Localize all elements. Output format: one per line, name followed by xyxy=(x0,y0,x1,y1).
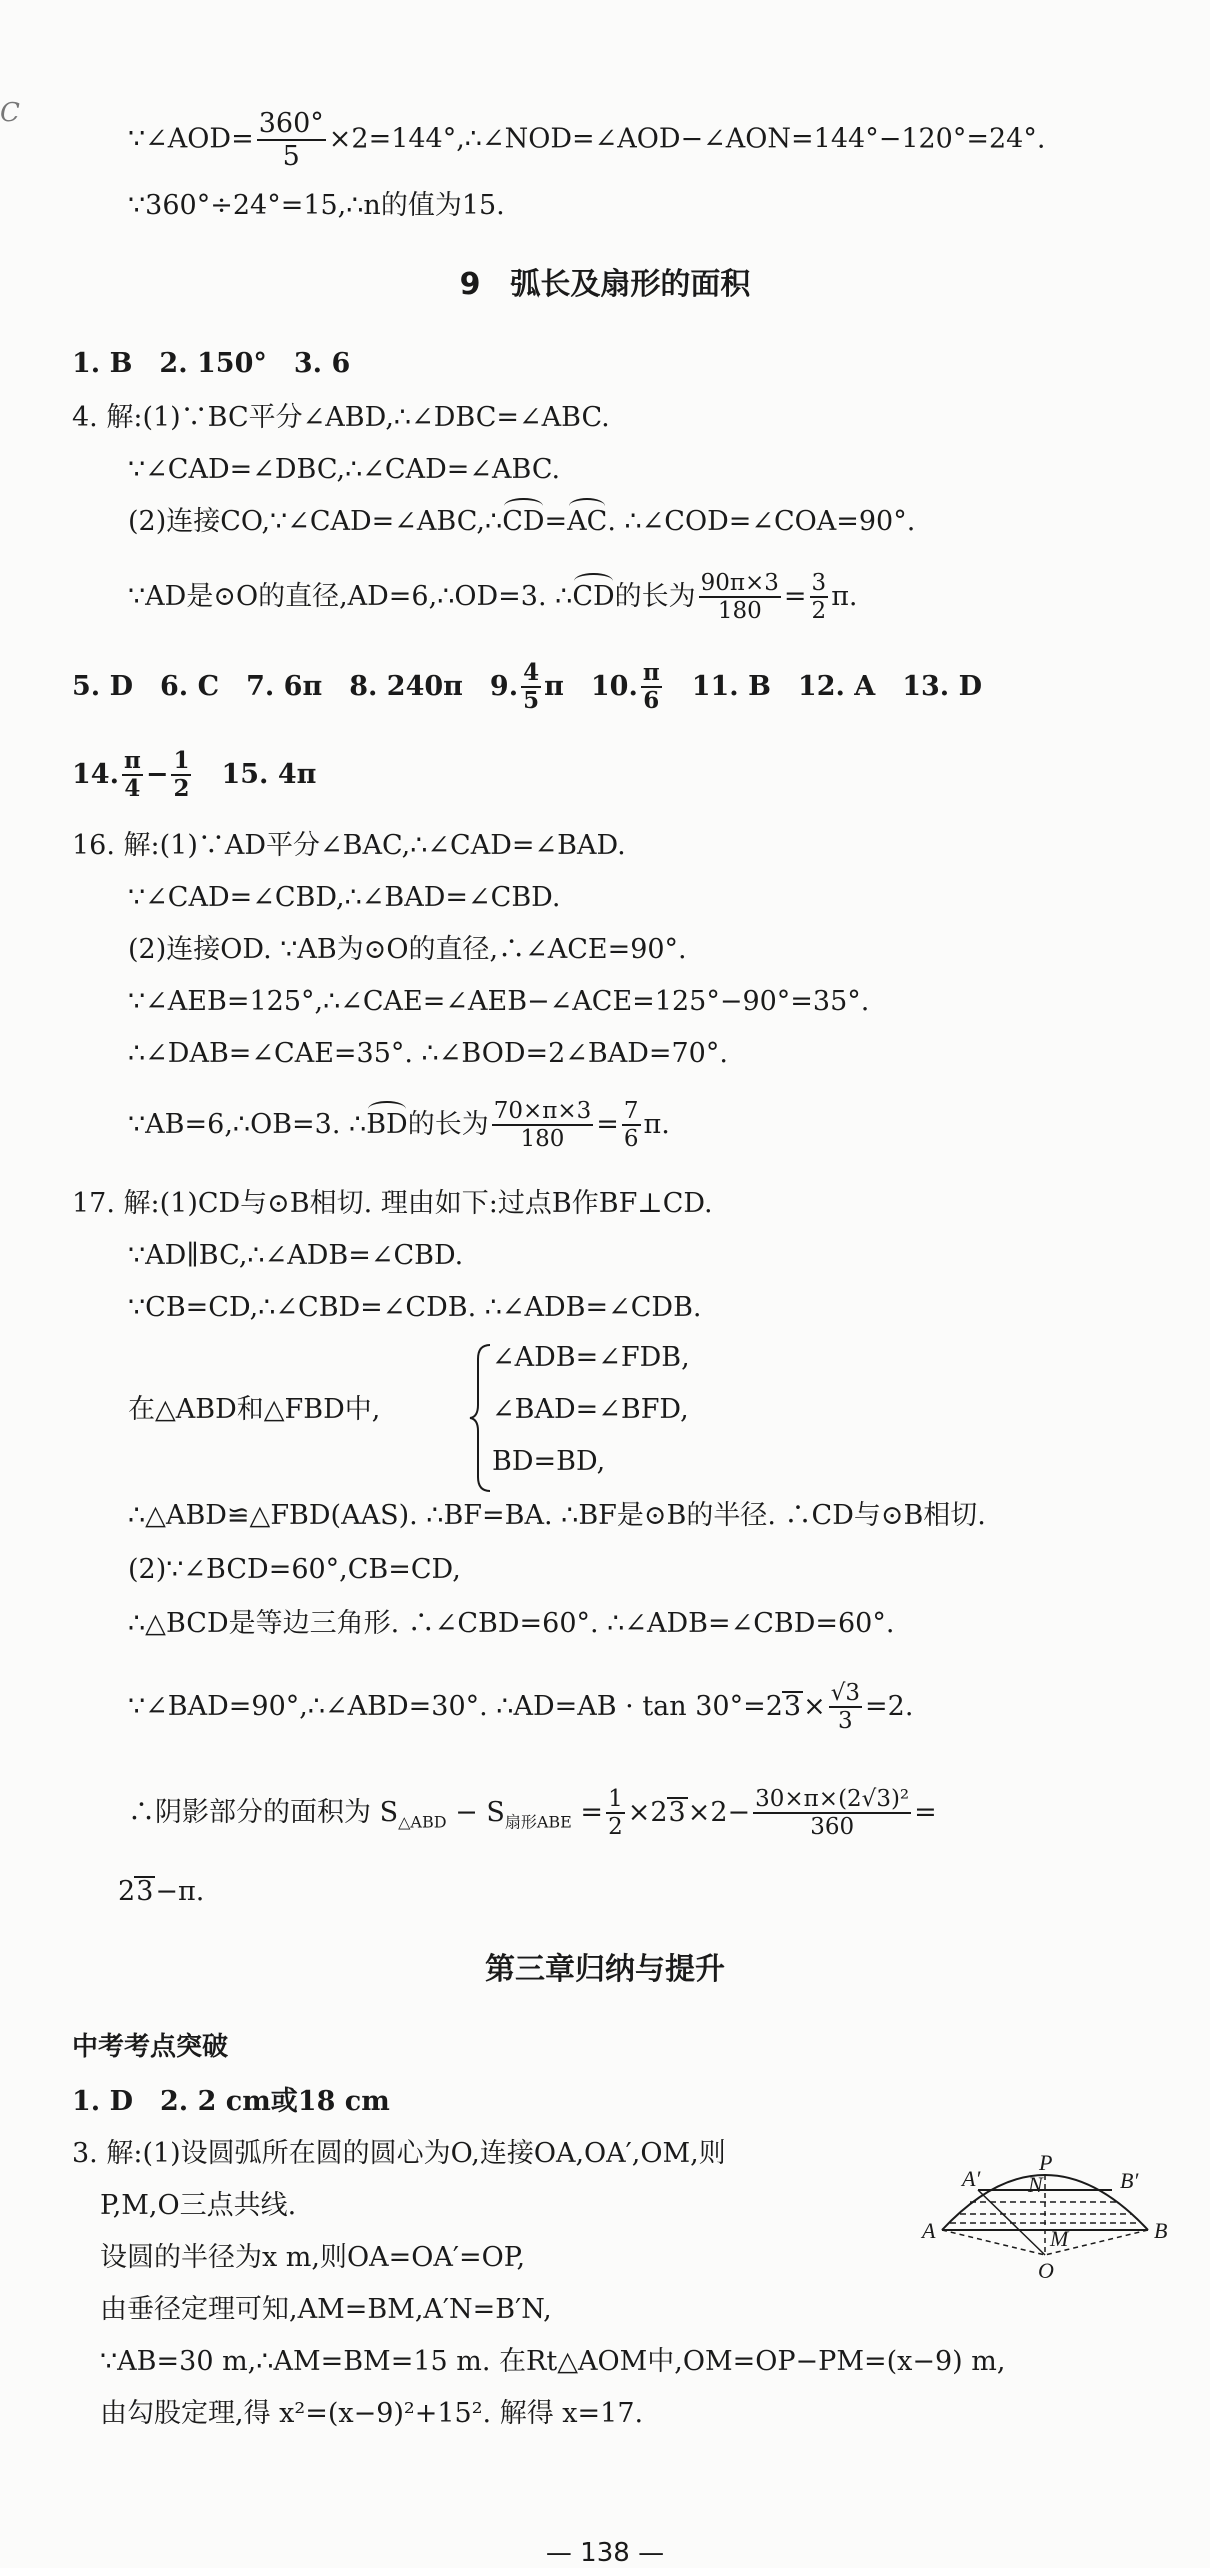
answer-line: 14. $\frac{\pi}{4}$ − $\frac{1}{2}$ 15. 4π xyxy=(72,747,317,803)
arc-cd: CD xyxy=(502,506,545,537)
arc-bd: BD xyxy=(366,1108,408,1140)
solution-line: (2)连接OD. ∵AB为⊙O的直径,∴∠ACE=90°. xyxy=(128,934,687,965)
solution-line: 16. 解:(1)∵AD平分∠BAC,∴∠CAD=∠BAD. xyxy=(72,830,626,861)
solution-line: ∴∠DAB=∠CAE=35°. ∴∠BOD=2∠BAD=70°. xyxy=(128,1038,728,1069)
solution-line: 由垂径定理可知,AM=BM,A′N=B′N, xyxy=(100,2294,552,2325)
label-p: P xyxy=(1039,2150,1053,2175)
solution-line: ∵AB=30 m,∴AM=BM=15 m. 在Rt△AOM中,OM=OP−PM=(x−9) m, xyxy=(100,2346,1006,2377)
solution-line: 在△ABD和△FBD中, xyxy=(128,1394,381,1425)
solution-line: 17. 解:(1)CD与⊙B相切. 理由如下:过点B作BF⊥CD. xyxy=(72,1188,713,1219)
answer-line: 5. D 6. C 7. 6π 8. 240π 9. $\frac{4}{5}$ π 10. $\frac{\pi}{6}$ 11. B 12. A 13. D xyxy=(72,659,983,715)
solution-line: ∵∠CAD=∠DBC,∴∠CAD=∠ABC. xyxy=(128,454,561,485)
solution-line: 4. 解:(1)∵BC平分∠ABD,∴∠DBC=∠ABC. xyxy=(72,402,610,433)
solution-line: (2)∵∠BCD=60°,CB=CD, xyxy=(128,1554,461,1585)
solution-line: ∴阴影部分的面积为 $S_{\triangle ABD} - S_{扇形ABE}$ = $\frac{1}{2}$ ×23×2− $\frac{\text{30×π×(2√3)²}}{360}$ = xyxy=(128,1786,937,1841)
solution-line: ∴△ABD≌△FBD(AAS). ∴BF=BA. ∴BF是⊙B的半径. ∴CD与⊙B相切. xyxy=(128,1500,986,1531)
system-line: ∠BAD=∠BFD, xyxy=(492,1394,689,1425)
solution-line: 设圆的半径为x m,则OA=OA′=OP, xyxy=(100,2242,526,2273)
label-b-prime: B′ xyxy=(1120,2168,1139,2193)
answer-line: 1. D 2. 2 cm或18 cm xyxy=(72,2086,390,2117)
solution-line: 由勾股定理,得 x²=(x−9)²+15². 解得 x=17. xyxy=(100,2398,644,2429)
chapter-title: 第三章归纳与提升 xyxy=(485,1952,725,1987)
system-line: ∠ADB=∠FDB, xyxy=(492,1342,690,1373)
solution-line: ∵∠BAD=90°,∴∠ABD=30°. ∴AD=AB · tan 30°=23× $\frac{√3}{3}$ =2. xyxy=(128,1680,914,1735)
answer-line: 1. B 2. 150° 3. 6 xyxy=(72,348,351,379)
label-b: B xyxy=(1154,2218,1168,2243)
solution-line: (2)连接CO,∵∠CAD=∠ABC,∴CD=AC. ∴∠COD=∠COA=90°. xyxy=(128,506,916,537)
solution-line: 3. 解:(1)设圆弧所在圆的圆心为O,连接OA,OA′,OM,则 xyxy=(72,2138,726,2169)
label-a: A xyxy=(922,2218,936,2243)
system-line: BD=BD, xyxy=(492,1446,606,1477)
solution-line: ∴△BCD是等边三角形. ∴∠CBD=60°. ∴∠ADB=∠CBD=60°. xyxy=(128,1608,895,1639)
solution-line: ∵AD是⊙O的直径,AD=6,∴OD=3. ∴CD的长为 $\frac{90\pi\times 3}{180}$ = $\frac{3}{2}$ π. xyxy=(128,570,858,625)
solution-line: 23−π. xyxy=(118,1876,205,1907)
section-title: 9 弧长及扇形的面积 xyxy=(459,267,751,302)
page-number: — 138 — xyxy=(545,2538,665,2568)
arc-ac: AC xyxy=(567,506,608,537)
arc-bridge-figure xyxy=(920,2130,1190,2300)
arc-cd: CD xyxy=(572,580,615,612)
label-n: N xyxy=(1028,2172,1043,2197)
solution-line: ∵AD∥BC,∴∠ADB=∠CBD. xyxy=(128,1240,464,1271)
solution-line: P,M,O三点共线. xyxy=(100,2190,297,2221)
solution-line: ∵CB=CD,∴∠CBD=∠CDB. ∴∠ADB=∠CDB. xyxy=(128,1292,702,1323)
solution-line: ∵360°÷24°=15,∴n的值为15. xyxy=(128,190,505,221)
solution-line: ∵∠AEB=125°,∴∠CAE=∠AEB−∠ACE=125°−90°=35°. xyxy=(128,986,870,1017)
solution-line: ∵∠AOD= $\frac{360^\circ}{5}$ ×2=144°,∴∠NOD=∠AOD−∠AON=144°−120°=24°. xyxy=(128,108,1046,173)
solution-line: ∵∠CAD=∠CBD,∴∠BAD=∠CBD. xyxy=(128,882,561,913)
label-o: O xyxy=(1038,2258,1054,2283)
page-edge-letter: C xyxy=(0,98,20,128)
label-m: M xyxy=(1050,2226,1069,2251)
solution-line: ∵AB=6,∴OB=3. ∴BD的长为 $\frac{70\times\pi\times 3}{180}$ = $\frac{7}{6}$ π. xyxy=(128,1098,670,1153)
label-a-prime: A′ xyxy=(962,2166,981,2191)
brace-icon xyxy=(468,1343,494,1493)
subsection-title: 中考考点突破 xyxy=(72,2032,229,2062)
